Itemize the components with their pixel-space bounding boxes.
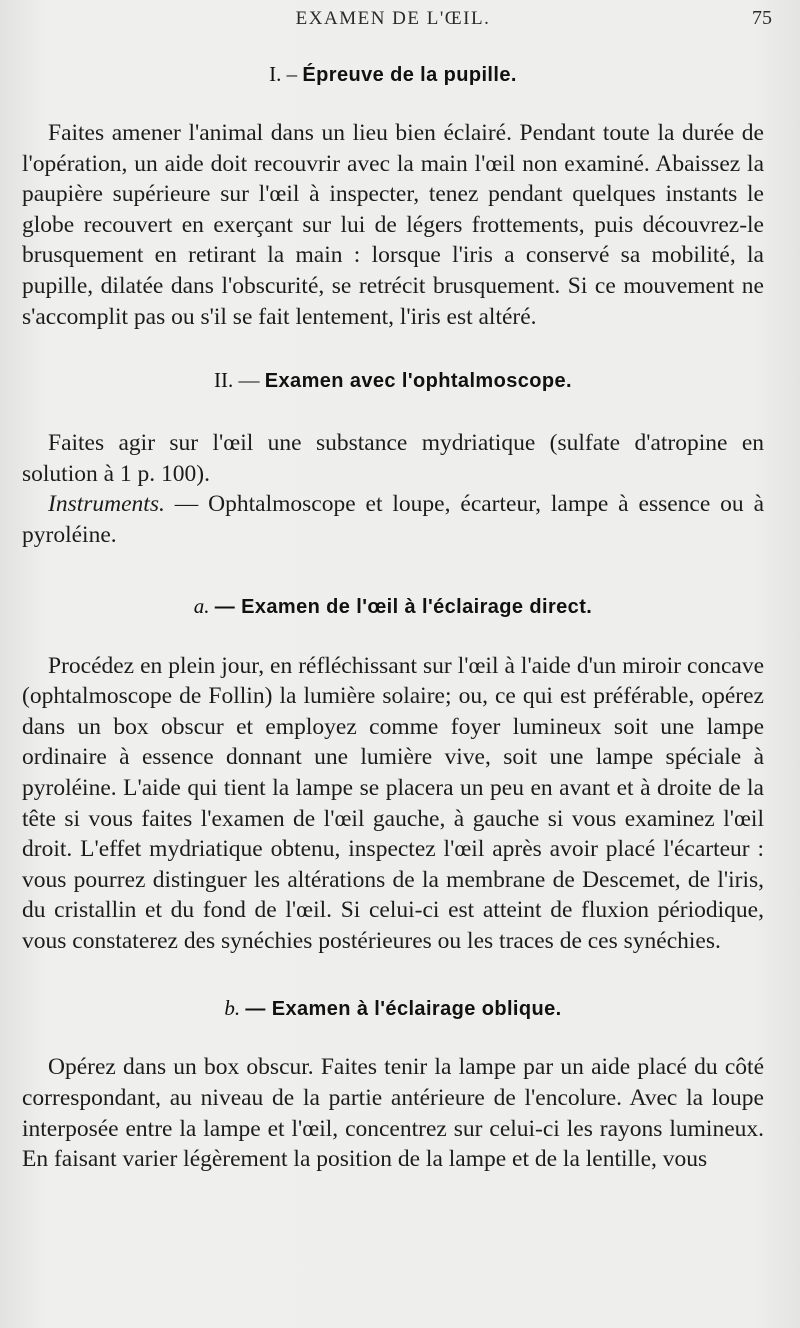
section-paragraph-3: Procédez en plein jour, en réfléchissant sur l'œil à l'aide d'un miroir concave (ophtalmoscope de Follin) la lumière solaire; ou, ce qui est préférable, opérez dans un box obscur et employez comme foyer lumineux soit une lampe ordinaire à essence donnant une lumière vive, soit une lampe spéciale à pyroléine. L'aide qui tient la lampe se placera un peu en avant et à droite de la tête si vous faites l'examen de l'œil gauche, à gauche si vous examinez l'œil droit. L'effet mydriatique obtenu, inspectez l'œil après avoir placé l'écarteur : vous pourrez distinguer les altérations de la membrane de Descemet, de l'iris, du cristallin et du fond de l'œil. Si celui-ci est atteint de fluxion périodique, vous constaterez des synéchies postérieures ou les traces de ces synéchies. (22, 652, 764, 954)
section-title-2: Examen avec l'ophtalmoscope. (264, 370, 572, 393)
section-title-4: — Examen à l'éclairage oblique. (245, 998, 562, 1021)
section-number-3: a. (193, 593, 210, 618)
instruments-label: Instruments. (48, 491, 165, 518)
instruments-text: — Ophtalmoscope et loupe, écarteur, lampe à essence ou à pyroléine. (22, 491, 764, 548)
section-heading-2 (22, 368, 764, 393)
section-paragraph-2: Faites agir sur l'œil une substance mydriatique (sulfate d'atropine en solution à 1 p. 100). (22, 430, 764, 487)
page-number: 75 (752, 7, 772, 29)
running-head (22, 0, 772, 44)
section-number-2: II. — (214, 368, 260, 393)
section-heading-3 (22, 594, 764, 619)
section-heading-4 (22, 996, 764, 1021)
section-heading-1 (22, 62, 764, 87)
section-title-1: Épreuve de la pupille. (302, 64, 517, 86)
section-number-4: b. (224, 996, 241, 1021)
section-paragraph-4: Opérez dans un box obscur. Faites tenir la lampe par un aide placé du côté correspondant, au niveau de la partie antérieure de l'encolure. Avec la loupe interposée entre la lampe et l'œil, concentrez sur celui-ci les rayons lumineux. En faisant varier légèrement la position de la lampe et de la lentille, vous (22, 1054, 764, 1173)
instruments-paragraph (22, 489, 764, 550)
section-paragraph-1: Faites amener l'animal dans un lieu bien éclairé. Pendant toute la durée de l'opération, un aide doit recouvrir avec la main l'œil non examiné. Abaissez la paupière supérieure sur l'œil à inspecter, tenez pendant quelques instants le globe recouvert en exerçant sur lui de légers frottements, puis découvrez-le brusquement en retirant la main : lorsque l'iris a conservé sa mobilité, la pupille, dilatée dans l'obscurité, se retrécit brusquement. Si ce mouvement ne s'accomplit pas ou s'il se fait lentement, l'iris est altéré. (22, 120, 764, 330)
section-title-3: — Examen de l'œil à l'éclairage direct. (214, 595, 593, 618)
running-title: EXAMEN DE L'ŒIL. (295, 8, 491, 29)
section-number-1: I. – (269, 62, 298, 86)
